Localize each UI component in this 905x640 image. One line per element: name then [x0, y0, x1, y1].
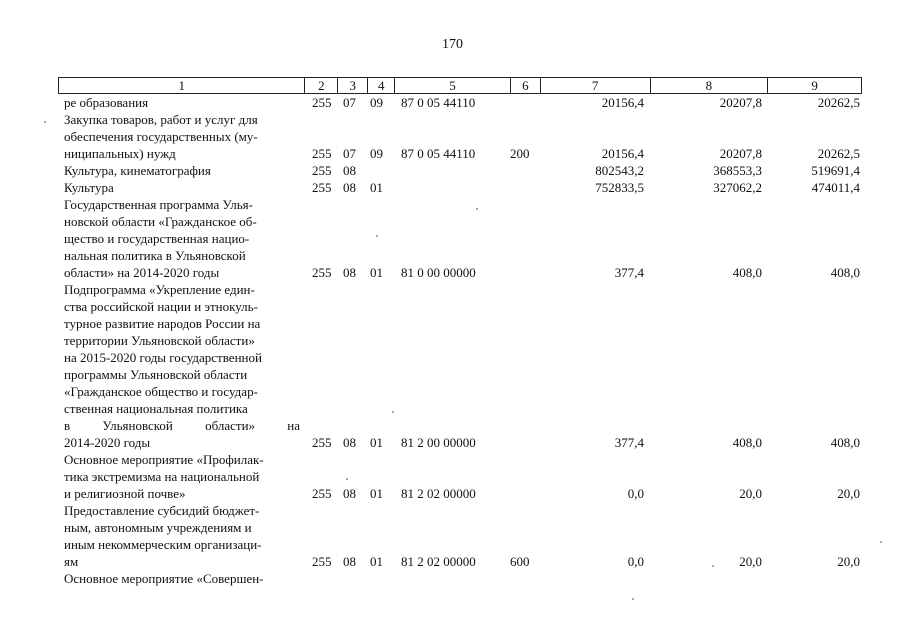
row-target-article: 81 2 02 00000: [401, 486, 476, 501]
row-ministry-code: 255: [312, 435, 332, 450]
table-row: [58, 111, 862, 162]
row-name-line: ям: [64, 554, 79, 569]
row-amount-col8: 408,0: [732, 435, 762, 450]
row-section-code: 08: [343, 486, 356, 501]
row-name: [58, 111, 304, 162]
row-amount-col7: 752833,5: [595, 180, 644, 195]
row-name-line: нальная политика в Ульяновской: [64, 248, 246, 263]
row-name: [58, 94, 304, 111]
column-header-4: 4: [367, 78, 394, 93]
row-amount-col8: 20207,8: [719, 95, 762, 110]
row-amount-col7: 377,4: [614, 435, 644, 450]
row-amount-col8: 20,0: [739, 554, 762, 569]
budget-table: [58, 77, 862, 587]
row-name-line: Культура: [64, 180, 114, 195]
row-target-article: 81 2 00 00000: [401, 435, 476, 450]
table-row: [58, 570, 862, 587]
row-name-line: турное развитие народов России на: [64, 316, 261, 331]
row-name: [58, 451, 304, 502]
row-target-article: 81 0 00 00000: [401, 265, 476, 280]
row-subsection-code: 09: [370, 146, 383, 161]
row-target-article: 87 0 05 44110: [401, 146, 476, 161]
row-ministry-code: 255: [312, 163, 332, 178]
scan-speck: [880, 541, 882, 543]
page-number: 170: [442, 37, 463, 52]
row-amount-col9: 408,0: [830, 265, 860, 280]
row-section-code: 07: [343, 95, 356, 110]
column-header-5: 5: [394, 78, 510, 93]
row-name: [58, 570, 304, 587]
row-name-line: новской области «Гражданское об-: [64, 214, 257, 229]
row-name-line: Закупка товаров, работ и услуг для: [64, 112, 258, 127]
row-name-line: на 2015-2020 годы государственной: [64, 350, 262, 365]
row-section-code: 08: [343, 265, 356, 280]
row-name-line: ным, автономным учреждениям и: [64, 520, 252, 535]
table-row: [58, 94, 862, 111]
row-section-code: 08: [343, 435, 356, 450]
row-subsection-code: 09: [370, 95, 383, 110]
column-header-6: 6: [510, 78, 540, 93]
table-row: [58, 502, 862, 570]
row-expense-type: 600: [510, 554, 530, 569]
row-name-line: Государственная программа Улья-: [64, 197, 253, 212]
row-amount-col9: 408,0: [830, 435, 860, 450]
row-amount-col7: 0,0: [627, 554, 644, 569]
row-name-line: территории Ульяновской области»: [64, 333, 255, 348]
row-target-article: 81 2 02 00000: [401, 554, 476, 569]
row-name-line: 2014-2020 годы: [64, 435, 151, 450]
row-name: [58, 179, 304, 196]
row-name: [58, 196, 304, 281]
row-name-line: ре образования: [64, 95, 149, 110]
row-amount-col9: 20,0: [837, 554, 860, 569]
table-row: [58, 196, 862, 281]
row-ministry-code: 255: [312, 146, 332, 161]
row-name-line: щество и государственная нацио-: [64, 231, 250, 246]
table-body: [58, 94, 862, 587]
row-section-code: 07: [343, 146, 356, 161]
row-subsection-code: 01: [370, 554, 383, 569]
table-row: [58, 451, 862, 502]
row-name: [58, 281, 304, 451]
row-target-article: 87 0 05 44110: [401, 95, 476, 110]
row-section-code: 08: [343, 163, 356, 178]
column-header-9: 9: [767, 78, 861, 93]
row-ministry-code: 255: [312, 486, 332, 501]
row-ministry-code: 255: [312, 554, 332, 569]
row-amount-col8: 327062,2: [713, 180, 762, 195]
row-subsection-code: 01: [370, 435, 383, 450]
scan-speck: [392, 411, 394, 413]
row-name-line: Предоставление субсидий бюджет-: [64, 503, 260, 518]
column-header-2: 2: [304, 78, 337, 93]
row-name-line: иным некоммерческим организаци-: [64, 537, 262, 552]
row-ministry-code: 255: [312, 95, 332, 110]
scan-speck: [376, 235, 378, 237]
scan-speck: [346, 478, 348, 480]
row-name: [58, 162, 304, 179]
row-name-line: ства российской нации и этнокуль-: [64, 299, 258, 314]
row-name-line: в Ульяновской области» на: [64, 418, 300, 433]
column-header-3: 3: [337, 78, 367, 93]
table-row: [58, 179, 862, 196]
row-amount-col8: 20207,8: [719, 146, 762, 161]
row-amount-col9: 20,0: [837, 486, 860, 501]
row-name-line: Основное мероприятие «Профилак-: [64, 452, 264, 467]
row-amount-col8: 368553,3: [713, 163, 762, 178]
row-amount-col9: 519691,4: [811, 163, 860, 178]
column-number-header: [58, 77, 862, 94]
row-amount-col7: 20156,4: [601, 95, 644, 110]
row-amount-col7: 802543,2: [595, 163, 644, 178]
row-subsection-code: 01: [370, 180, 383, 195]
row-amount-col8: 20,0: [739, 486, 762, 501]
row-subsection-code: 01: [370, 265, 383, 280]
row-name-line: и религиозной почве»: [64, 486, 186, 501]
row-amount-col9: 20262,5: [817, 95, 860, 110]
row-ministry-code: 255: [312, 180, 332, 195]
row-ministry-code: 255: [312, 265, 332, 280]
scan-speck: [476, 208, 478, 210]
column-header-7: 7: [540, 78, 650, 93]
row-amount-col8: 408,0: [732, 265, 762, 280]
row-section-code: 08: [343, 180, 356, 195]
row-name-line: обеспечения государственных (му-: [64, 129, 258, 144]
scan-speck: [632, 598, 634, 600]
row-name-line: Подпрограмма «Укрепление един-: [64, 282, 255, 297]
scan-speck: [44, 121, 46, 123]
row-name-line: программы Ульяновской области: [64, 367, 248, 382]
row-name-line: «Гражданское общество и государ-: [64, 384, 258, 399]
row-amount-col9: 20262,5: [817, 146, 860, 161]
row-amount-col7: 0,0: [627, 486, 644, 501]
row-name-line: области» на 2014-2020 годы: [64, 265, 220, 280]
row-amount-col7: 20156,4: [601, 146, 644, 161]
scan-speck: [712, 565, 714, 567]
column-header-8: 8: [650, 78, 768, 93]
row-subsection-code: 01: [370, 486, 383, 501]
table-row: [58, 162, 862, 179]
row-name-line: тика экстремизма на национальной: [64, 469, 260, 484]
row-name-line: ственная национальная политика: [64, 401, 248, 416]
row-section-code: 08: [343, 554, 356, 569]
row-expense-type: 200: [510, 146, 530, 161]
row-name-line: Культура, кинематография: [64, 163, 211, 178]
table-row: [58, 281, 862, 451]
row-name: [58, 502, 304, 570]
column-header-1: 1: [178, 78, 185, 93]
row-amount-col7: 377,4: [614, 265, 644, 280]
row-name-line: ниципальных) нужд: [64, 146, 176, 161]
row-amount-col9: 474011,4: [811, 180, 860, 195]
row-name-line: Основное мероприятие «Совершен-: [64, 571, 264, 586]
